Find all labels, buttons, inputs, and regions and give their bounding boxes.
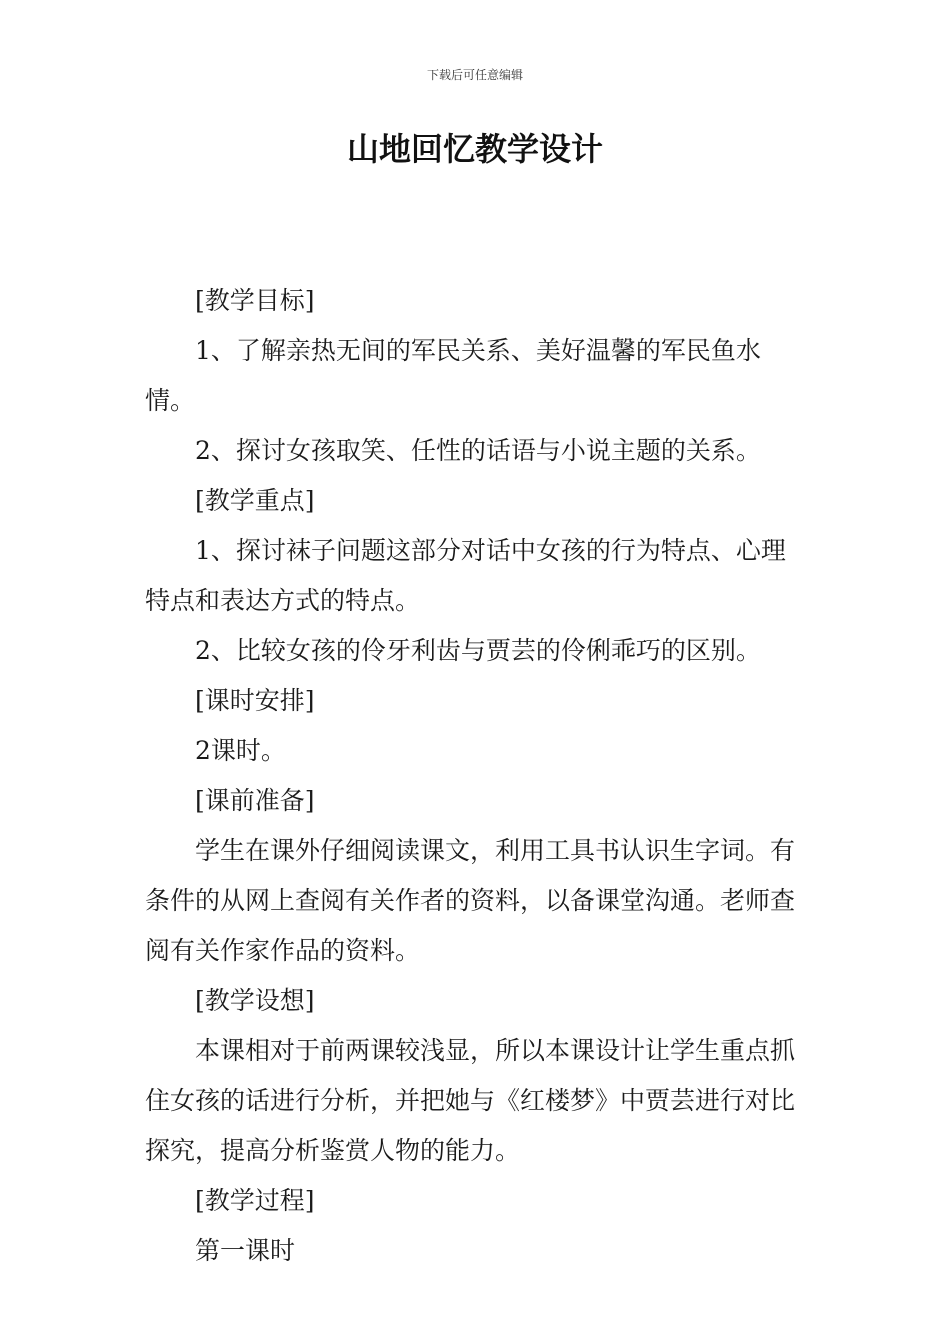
paragraph: 2、探讨女孩取笑、任性的话语与小说主题的关系。	[195, 436, 761, 465]
paragraph: 1、了解亲热无间的军民关系、美好温馨的军民鱼水情。	[145, 336, 761, 415]
paragraph: 本课相对于前两课较浅显，所以本课设计让学生重点抓住女孩的话进行分析，并把她与《红楼梦》中贾芸进行对比探究，提高分析鉴赏人物的能力。	[145, 1036, 796, 1165]
paragraph: 学生在课外仔细阅读课文，利用工具书认识生字词。有条件的从网上查阅有关作者的资料，以备课堂沟通。老师查阅有关作家作品的资料。	[145, 836, 796, 965]
document-title: 山地回忆教学设计	[346, 130, 603, 168]
document-body	[145, 276, 810, 1276]
section-heading-objectives: [教学目标]	[195, 286, 315, 315]
paragraph: 第一课时	[195, 1236, 296, 1265]
section-heading-preparation: [课前准备]	[195, 786, 315, 815]
paragraph: 2、比较女孩的伶牙利齿与贾芸的伶俐乖巧的区别。	[195, 636, 761, 665]
section-heading-process: [教学过程]	[195, 1186, 315, 1215]
header-note: 下载后可任意编辑	[426, 68, 523, 82]
paragraph: 2课时。	[195, 736, 286, 765]
section-heading-key-points: [教学重点]	[195, 486, 315, 515]
section-heading-schedule: [课时安排]	[195, 686, 315, 715]
section-heading-design-idea: [教学设想]	[195, 986, 315, 1015]
paragraph: 1、探讨袜子问题这部分对话中女孩的行为特点、心理特点和表达方式的特点。	[145, 536, 786, 615]
